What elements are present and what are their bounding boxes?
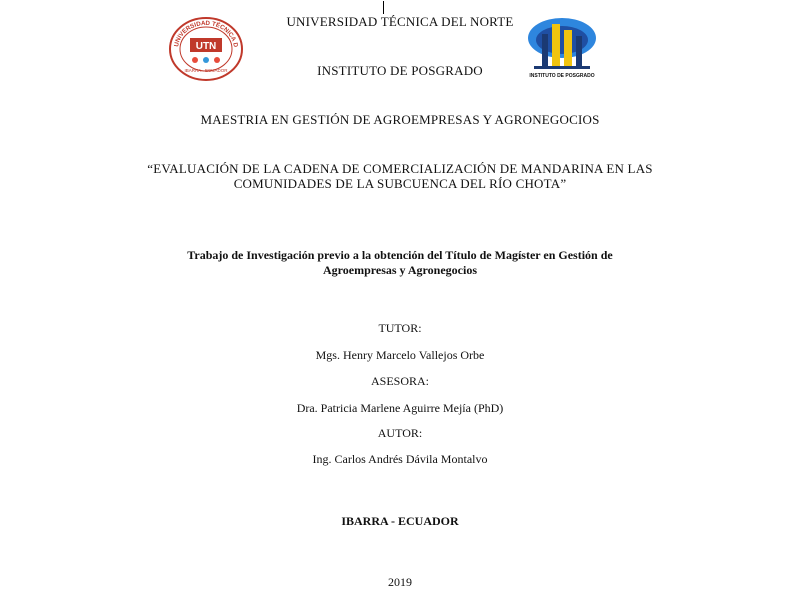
svg-text:INSTITUTO DE POSGRADO: INSTITUTO DE POSGRADO bbox=[529, 73, 595, 79]
institute-name: INSTITUTO DE POSGRADO bbox=[317, 63, 483, 78]
advisor-name: Dra. Patricia Marlene Aguirre Mejía (PhD) bbox=[296, 401, 504, 415]
tutor-name: Mgs. Henry Marcelo Vallejos Orbe bbox=[315, 348, 485, 362]
thesis-title-line2: COMUNIDADES DE LA SUBCUENCA DEL RÍO CHOTA” bbox=[233, 176, 567, 191]
author-name: Ing. Carlos Andrés Dávila Montalvo bbox=[312, 452, 488, 466]
text-cursor bbox=[383, 1, 384, 14]
svg-text:UNIVERSIDAD TÉCNICA DEL NORTE: UNIVERSIDAD TÉCNICA D bbox=[173, 19, 239, 48]
degree-line1: Trabajo de Investigación previo a la obtención del Título de Magíster en Gestión de bbox=[187, 248, 613, 262]
svg-text:UTN: UTN bbox=[195, 41, 217, 52]
degree-line2: Agroempresas y Agronegocios bbox=[323, 263, 477, 277]
author-label: AUTOR: bbox=[377, 426, 423, 440]
svg-text:IBARRA - ECUADOR: IBARRA - ECUADOR bbox=[184, 68, 228, 73]
program-name: MAESTRIA EN GESTIÓN DE AGROEMPRESAS Y AGRONEGOCIOS bbox=[200, 112, 600, 127]
thesis-title-line1: “EVALUACIÓN DE LA CADENA DE COMERCIALIZACIÓN DE MANDARINA EN LAS bbox=[147, 161, 653, 176]
place: IBARRA - ECUADOR bbox=[341, 514, 459, 528]
year: 2019 bbox=[388, 575, 412, 589]
advisor-label: ASESORA: bbox=[370, 374, 429, 388]
tutor-label: TUTOR: bbox=[378, 321, 422, 335]
university-name: UNIVERSIDAD TÉCNICA DEL NORTE bbox=[286, 14, 514, 29]
